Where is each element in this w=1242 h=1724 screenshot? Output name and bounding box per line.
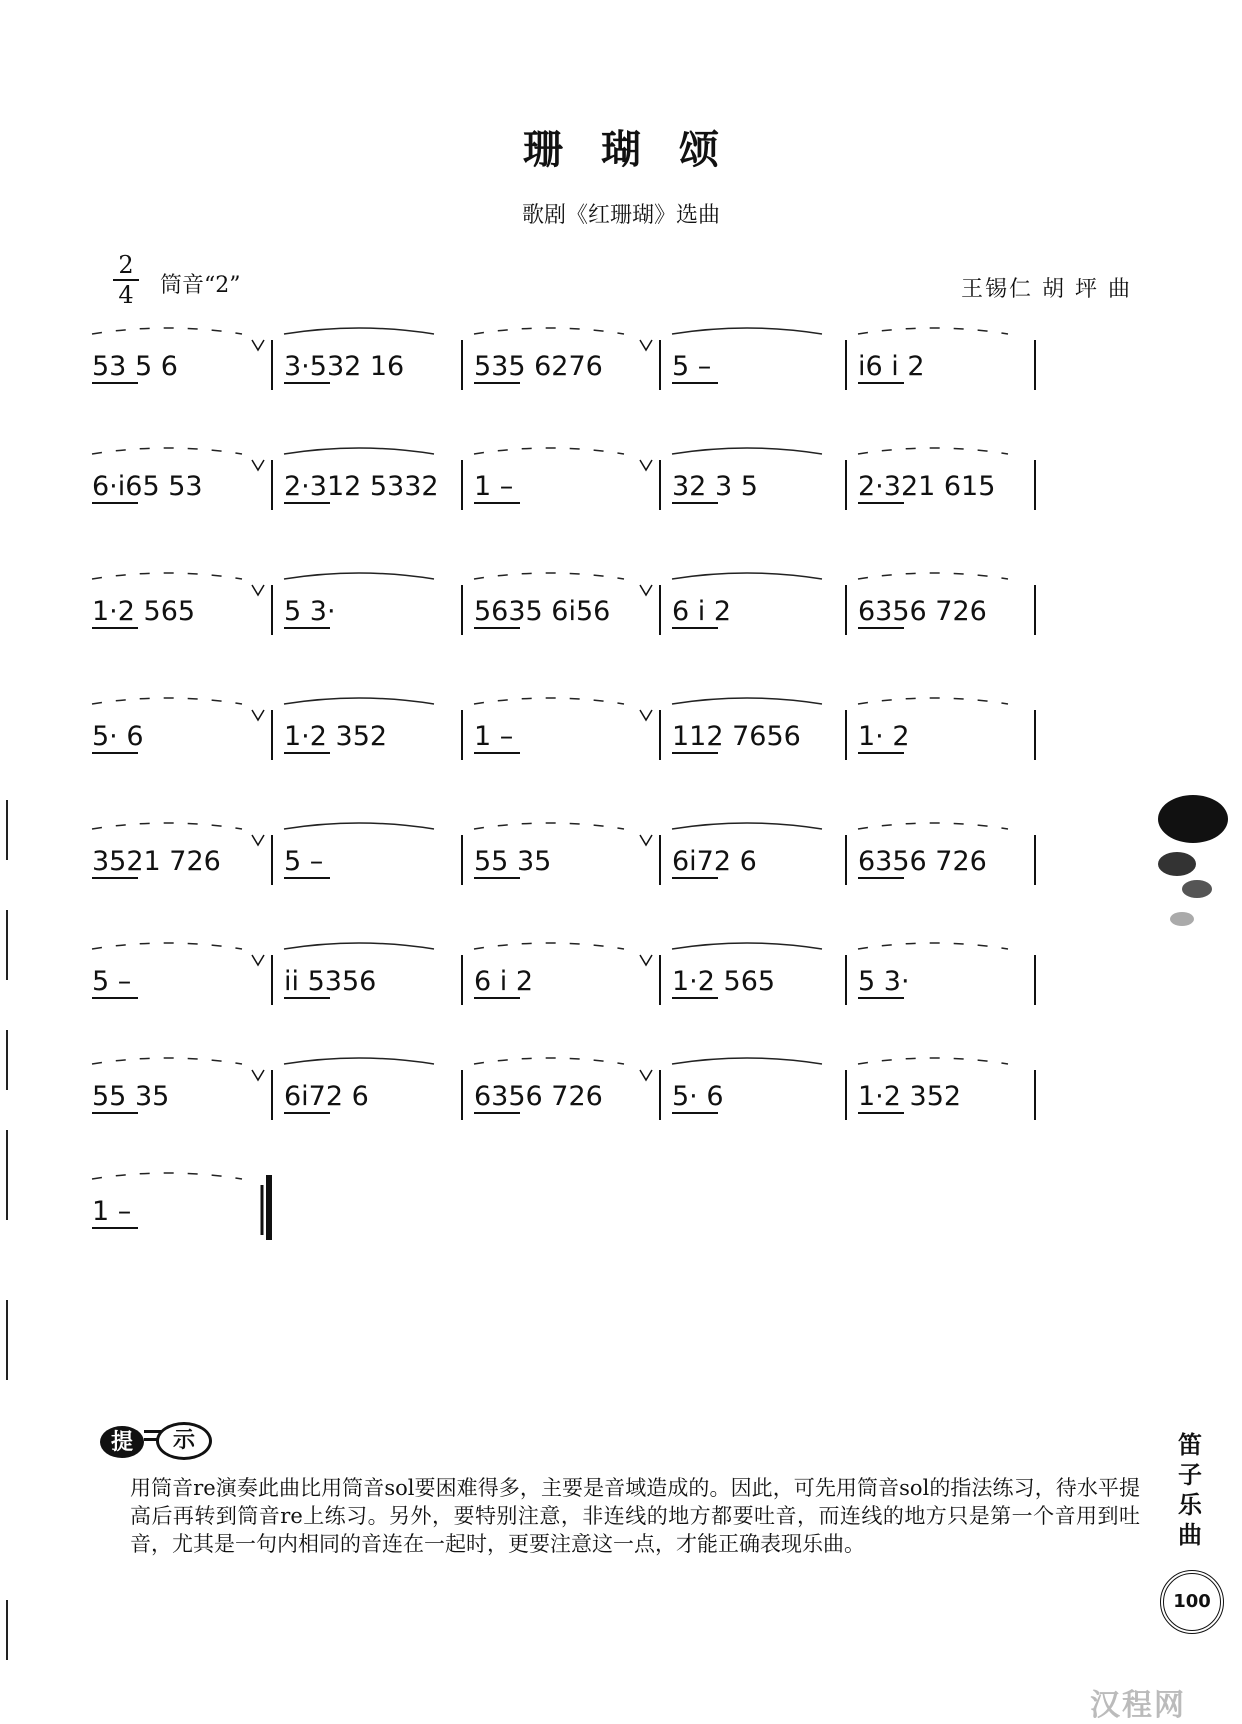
- slur-mark: [92, 943, 242, 949]
- time-signature-top: 2: [118, 251, 134, 279]
- page-subtitle: 歌剧《红珊瑚》选曲: [521, 203, 720, 228]
- measure-notes: 6i72 6: [284, 1081, 369, 1112]
- breath-mark: [252, 1070, 264, 1080]
- measure-notes: 1·2 565: [672, 966, 776, 997]
- score-line: [0, 1050, 1050, 1170]
- measure-notes: 1· 2: [858, 721, 910, 752]
- slur-mark: [474, 823, 624, 829]
- decorative-blob: [1158, 795, 1228, 843]
- breath-mark: [252, 460, 264, 470]
- score-line: [0, 565, 1050, 685]
- slur-mark: [672, 823, 822, 829]
- measure-notes: 112 7656: [672, 721, 801, 752]
- margin-line: [6, 1030, 8, 1090]
- breath-mark: [640, 585, 652, 595]
- breath-mark: [640, 460, 652, 470]
- margin-line: [6, 1300, 8, 1380]
- slur-mark: [284, 943, 434, 949]
- slur-mark: [92, 573, 242, 579]
- slur-mark: [474, 1058, 624, 1064]
- breath-mark: [640, 340, 652, 350]
- measure-notes: i6 i 2: [858, 351, 925, 382]
- score-line-svg: [0, 1050, 1242, 1160]
- slur-mark: [858, 1058, 1008, 1064]
- side-section-label: 笛子乐曲: [1178, 1430, 1202, 1549]
- breath-mark: [640, 835, 652, 845]
- measure-notes: 1 –: [474, 721, 514, 752]
- measure-notes: 5· 6: [92, 721, 144, 752]
- decorative-blob: [1170, 912, 1194, 926]
- margin-line: [6, 1130, 8, 1220]
- tip-text: [130, 1474, 1140, 1558]
- breath-mark: [252, 835, 264, 845]
- slur-mark: [284, 1058, 434, 1064]
- slur-mark: [92, 698, 242, 704]
- page-number: 100: [1160, 1570, 1224, 1634]
- slur-mark: [92, 328, 242, 334]
- slur-mark: [858, 573, 1008, 579]
- measure-notes: 535 6276: [474, 351, 603, 382]
- score-line-svg: [0, 815, 1242, 925]
- time-signature: [113, 252, 139, 308]
- measure-notes: 5 –: [284, 846, 324, 877]
- slur-mark: [92, 1173, 242, 1179]
- measure-notes: 1 –: [92, 1196, 132, 1227]
- score-line-svg: [0, 565, 1242, 675]
- slur-mark: [474, 448, 624, 454]
- measure-notes: 1·2 565: [92, 596, 196, 627]
- score-line: [0, 1165, 1050, 1285]
- slur-mark: [92, 823, 242, 829]
- measure-notes: 2·321 615: [858, 471, 996, 502]
- measure-notes: 5· 6: [672, 1081, 724, 1112]
- measure-notes: 6356 726: [858, 846, 987, 877]
- breath-mark: [252, 955, 264, 965]
- watermark: 汉程网: [1090, 1688, 1186, 1723]
- score-line-svg: [0, 1165, 1242, 1275]
- measure-notes: 1 –: [474, 471, 514, 502]
- margin-line: [6, 910, 8, 980]
- slur-mark: [672, 328, 822, 334]
- slur-mark: [92, 1058, 242, 1064]
- tuning-label: 筒音“2”: [160, 273, 241, 298]
- tip-badge-left: 提: [100, 1426, 144, 1458]
- slur-mark: [858, 448, 1008, 454]
- score-line: [0, 440, 1050, 560]
- measure-notes: 32 3 5: [672, 471, 758, 502]
- measure-notes: 6356 726: [474, 1081, 603, 1112]
- slur-mark: [672, 1058, 822, 1064]
- breath-mark: [252, 710, 264, 720]
- breath-mark: [252, 585, 264, 595]
- slur-mark: [284, 328, 434, 334]
- measure-notes: 5 –: [92, 966, 132, 997]
- score-line-svg: [0, 440, 1242, 550]
- slur-mark: [672, 448, 822, 454]
- slur-mark: [284, 573, 434, 579]
- measure-notes: 3·532 16: [284, 351, 405, 382]
- score-line: [0, 690, 1050, 810]
- measure-notes: 1·2 352: [284, 721, 388, 752]
- measure-notes: ii 5356: [284, 966, 377, 997]
- tip-badge-right: 示: [156, 1422, 212, 1460]
- measure-notes: 1·2 352: [858, 1081, 962, 1112]
- slur-mark: [474, 328, 624, 334]
- measure-notes: 2·312 5332: [284, 471, 439, 502]
- measure-notes: 6 i 2: [474, 966, 534, 997]
- measure-notes: 3521 726: [92, 846, 221, 877]
- score-line: [0, 815, 1050, 935]
- breath-mark: [640, 955, 652, 965]
- slur-mark: [284, 698, 434, 704]
- breath-mark: [640, 710, 652, 720]
- slur-mark: [474, 573, 624, 579]
- slur-mark: [858, 328, 1008, 334]
- measure-notes: 5635 6i56: [474, 596, 611, 627]
- slur-mark: [284, 448, 434, 454]
- composer-credit: 王锡仁 胡 坪 曲: [961, 277, 1132, 302]
- measure-notes: 6·i65 53: [92, 471, 203, 502]
- slur-mark: [672, 943, 822, 949]
- slur-mark: [284, 823, 434, 829]
- breath-mark: [252, 340, 264, 350]
- tip-paragraph: 用筒音re演奏此曲比用筒音sol要困难得多，主要是音域造成的。因此，可先用筒音sol的指法练习，待水平提高后再转到筒音re上练习。另外，要特别注意，非连线的地方都要吐音，而连线的地方只是第一个音用到吐音，尤其是一句内相同的音连在一起时，更要注意这一点，才能正确表现乐曲。: [130, 1476, 1140, 1556]
- margin-line: [6, 1600, 8, 1660]
- decorative-blob: [1182, 880, 1212, 898]
- slur-mark: [474, 943, 624, 949]
- measure-notes: 55 35: [474, 846, 552, 877]
- tip-badge: [100, 1420, 210, 1460]
- measure-notes: 5 –: [672, 351, 712, 382]
- score-line-svg: [0, 690, 1242, 800]
- score-line-svg: [0, 320, 1242, 430]
- decorative-blob: [1158, 852, 1196, 876]
- measure-notes: 6 i 2: [672, 596, 732, 627]
- score-line: [0, 935, 1050, 1055]
- slur-mark: [92, 448, 242, 454]
- measure-notes: 5 3·: [858, 966, 910, 997]
- slur-mark: [858, 943, 1008, 949]
- time-signature-bottom: 4: [118, 281, 134, 309]
- slur-mark: [672, 573, 822, 579]
- measure-notes: 6i72 6: [672, 846, 757, 877]
- measure-notes: 53 5 6: [92, 351, 178, 382]
- score-line-svg: [0, 935, 1242, 1045]
- slur-mark: [474, 698, 624, 704]
- slur-mark: [672, 698, 822, 704]
- margin-line: [6, 800, 8, 860]
- measure-notes: 5 3·: [284, 596, 336, 627]
- measure-notes: 6356 726: [858, 596, 987, 627]
- slur-mark: [858, 823, 1008, 829]
- page-title: 珊瑚颂: [523, 126, 757, 173]
- score-line: [0, 320, 1050, 440]
- breath-mark: [640, 1070, 652, 1080]
- measure-notes: 55 35: [92, 1081, 170, 1112]
- slur-mark: [858, 698, 1008, 704]
